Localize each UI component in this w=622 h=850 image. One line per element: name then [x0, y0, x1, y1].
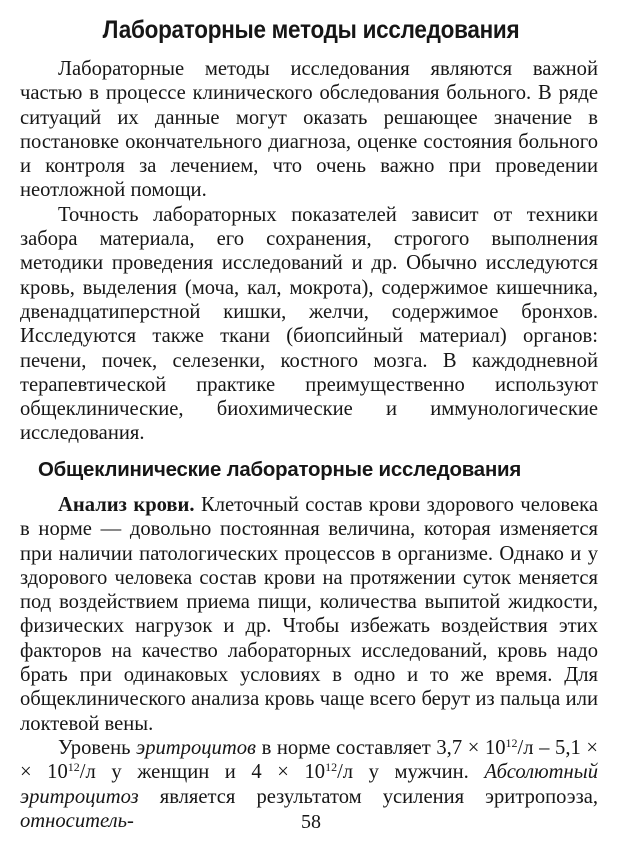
italic-term: относитель- [20, 809, 134, 832]
text-run: /л у мужчин. [337, 761, 485, 784]
text-run: в норме составляет 3,7 × 10 [255, 736, 506, 759]
text-run: /л у женщин и 4 × 10 [79, 761, 326, 784]
text-run: Уровень [58, 736, 137, 759]
page-title: Лабораторные методы исследования [102, 16, 520, 44]
intro-text [20, 57, 598, 446]
paragraph-lead: Анализ крови. [58, 494, 195, 516]
intro-paragraph-1: Лабораторные методы исследования являются важной частью в процессе клинического обследования больного. В ряде ситуаций их данные могут оказать решающее значение в постановке окончательного диагноза, оценке состояния больного и контроля за лечением, что очень важно при проведении неотложной помощи. [20, 58, 598, 202]
section-title: Общеклинические лабораторные исследования [38, 459, 522, 481]
intro-paragraph-2: Точность лабораторных показателей зависит от техники забора материала, его сохранения, строгого выполнения методики проведения исследований и др. Обычно исследуются кровь, выделения (моча, кал, мокрота), содержимое кишечника, двенадцатиперстной кишки, желчи, содержимое бронхов. Исследуются также ткани (биопсийный материал) органов: печени, почек, селезенки, костного мозга. В каждодневной терапевтической практике преимущественно используют общеклинические, биохимические и иммунологические исследования. [20, 203, 598, 445]
exponent: 12 [505, 735, 518, 750]
text-run: является результатом усиления эритропоэза, [138, 785, 598, 808]
page-number: 58 [301, 811, 321, 833]
italic-term: эритроцитов [136, 736, 256, 759]
blood-analysis-paragraph [20, 493, 598, 736]
italic-term: Абсолютный эритроцитоз [20, 761, 599, 808]
exponent: 12 [67, 760, 80, 775]
paragraph-body: Клеточный состав крови здорового человека в норме — довольно постоянная величина, которая изменяется при наличии патологических процессов в организме. Однако и у здорового человека состав крови на протяжении суток меняется под воздействием приема пищи, количества выпитой жидкости, физических нагрузок и др. Чтобы избежать воздействия этих факторов на качество лабораторных исследований, кровь надо брать при одинаковых условиях в одно и то же время. Для общеклинического анализа кровь чаще всего берут из пальца или локтевой вены. [20, 494, 598, 735]
text-run: /л – 5,1 × × 10 [20, 736, 598, 784]
section-text [20, 493, 598, 833]
exponent: 12 [325, 760, 338, 775]
